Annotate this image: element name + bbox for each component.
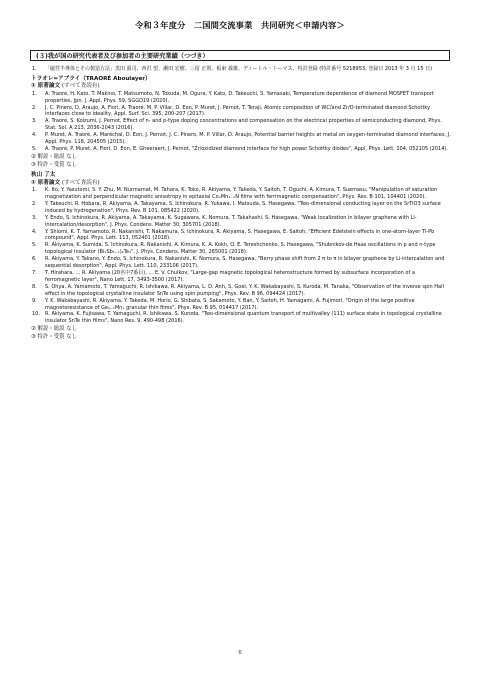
- paper-entry: [31, 215, 451, 229]
- entry-number: 6.: [32, 256, 37, 263]
- paper-entry: [31, 298, 451, 312]
- reviews-line: ② 解説・総説 なし: [31, 153, 77, 160]
- entry-text: J. C. Pinero, D. Araujo, A. Fiori, A. Traoré, M. P. Villar, D. Eon, P. Muret, J. Pernot, T. Teraji, Atomic composition of WC/and Zr/O-terminated diamond Schottky interfaces close to ideality, Appl. Surf. Sci. 395, 200-207 (2017).: [45, 104, 431, 118]
- person-name: 秋山 了太: [31, 172, 56, 179]
- paper-entry: [31, 91, 451, 105]
- paper-entry: [31, 229, 451, 243]
- entry-text: Y. Endo, S. Ichinokura, R. Akiyama, A. Takayama, K. Sugawara, K. Nomura, T. Takahashi, S. Hasegawa, "Weak localization in bilayer graphene with Li-intercalation/desorption", J. Phys. Condens. Matter 30, 305701 (2018).: [45, 214, 417, 228]
- paper-entry: [31, 146, 451, 153]
- entry-text: A. Traoré, S. Koizumi, J. Pernot, Effect of n- and p-type doping concentrations and compensation on the electrical properties of semiconducting diamond, Phys. Stat. Sol. A 213, 2036-2043 (2016).: [45, 118, 442, 132]
- patents-line: ③ 特許・受賞 なし: [31, 334, 77, 341]
- entry-number: 1.: [32, 187, 37, 194]
- paper-entry: [31, 118, 451, 132]
- paper-list: [31, 187, 451, 325]
- paper-list: [31, 91, 451, 153]
- entry-text: A. Traoré, P. Muret, A. Fiori, D. Eon, E. Gheeraert, J. Pernot, "Zr/oxidized diamond interface for high power Schottky diodes", Appl. Phys. Lett. 104, 052105 (2014).: [45, 145, 448, 152]
- paper-entry: [31, 132, 451, 146]
- entry-number: 9.: [32, 297, 37, 304]
- reviews-line: ② 解説・総説 なし: [31, 326, 77, 333]
- entry-text: Y. Shiomi, K. T. Yamamoto, R. Nakanishi, T. Nakamura, S. Ichinokura, R. Akiyama, S. Hasegawa, E. Saitoh, "Efficient Edelstein effects in one-atom-layer Tl-Pb compound", Appl. Phys. Lett. 113, 052401 (2018).: [45, 228, 435, 242]
- paper-entry: [31, 311, 451, 325]
- entry-text: K. Ito, Y. Yasutomi, S. Y. Zhu, M. Nurmamat, M. Tahara, K. Toko, R. Akiyama, Y. Takeda, Y. Saitoh, T. Oguchi, A. Kimura, T. Suemasu, "Manipulation of saturation magnetization and perpendicular magnetic anisotropy in epitaxial CoₓMn₄₋ₓN films with ferrimagnetic compensation", Phys. Rev. B 101, 104401 (2020).: [45, 187, 438, 200]
- page-title: 令和３年度分 二国間交流事業 共同研究＜申請内容＞: [135, 20, 345, 30]
- entry-text: Y. K. Wakabayashi, R. Akiyama, Y. Takeda, M. Horio, G. Shibata, S. Sakamoto, Y. Ban, Y. Saitoh, H. Yamagami, A. Fujimori, "Origin of the large positive magnetoresistance of Ge₁₋ₓMnₓ granular thin films", Phys. Rev. B 95, 014417 (2017).: [45, 297, 415, 311]
- entry-number: 5.: [32, 242, 37, 249]
- entry-text: 「磁性半導体とその製造方法」黒田 眞司、西沢 望、瀬田 宏樹、三留 正則、板東 義雄、ディートル・トーマス、特許登録 (特許番号 5218953, 登録日 2013 年 3 月 15 日): [45, 66, 433, 72]
- section-header: (３)我が国の研究代表者及び参加者の主要研究業績（つづき）: [30, 50, 450, 61]
- entry-text: R. Akiyama, K. Sumida, S. Ichinokura, R. Nakanishi, A. Kimura, K. A. Kokh, O. E. Tereshchenko, S. Hasegawa, "Shubnikov-de Haas oscillations in p and n-type topological insulator (BiₓSb₁₋ₓ)₂Te₃", J. Phys. Condens. Matter 30, 265001 (2018).: [45, 242, 436, 256]
- patents-line: ③ 特許・受賞 なし: [31, 162, 77, 169]
- entry-number: 8.: [32, 283, 37, 290]
- paper-entry: [31, 187, 451, 201]
- entry-text: R. Akiyama, Y. Takano, Y. Endo, S. Ichinokura, R. Nakanishi, K. Nomura, S. Hasegawa, "Berry phase shift from 2 π to π in bilayer graphene by Li-intercalation and sequential desorption", Appl. Phys. Lett. 110, 233106 (2017).: [45, 256, 445, 270]
- paper-entry: [31, 256, 451, 270]
- paper-entry: [31, 242, 451, 256]
- entry-text: T. Hirahara, … R. Akiyama (20名中7番目), … E. V. Chulkov, "Large-gap magnetic topological heterostructure formed by subsurface incorporation of a ferromagnetic layer", Nano Lett. 17, 3493-3500 (2017).: [45, 269, 415, 283]
- paper-entry: [31, 105, 451, 119]
- entry-number: 3.: [32, 214, 37, 221]
- entry-text: R. Akiyama, K. Fujisawa, T. Yamaguchi, R. Ishikawa, S. Kuroda, "Two-dimensional quantum transport of multivalley (111) surface state in topological crystalline insulator SnTe thin films", Nano Res. 9, 490-498 (2016).: [45, 311, 442, 325]
- paper-entry: [31, 284, 451, 298]
- entry-text: A. Traoré, H. Kato, T. Makino, T. Matsumoto, N. Tokuda, M. Ogura, Y. Kato, D. Takeuchi, S. Yamasaki, Temperature dependence of diamond MOSFET transport properties, Jpn. J. Appl. Phys. 59, SGGD19 (2020).: [45, 90, 434, 104]
- entry-number: 7.: [32, 269, 37, 276]
- entry-number: 3.: [32, 118, 37, 125]
- entry-number: 1.: [32, 90, 37, 97]
- person-name: トラオレ=アブライ（TRAORÉ Aboulayer）: [31, 75, 151, 82]
- entry-number: 10.: [32, 311, 40, 318]
- entry-number: 5.: [32, 145, 37, 152]
- entry-text: S. Ohya, A. Yamamoto, T. Yamaguchi, R. Ishikawa, R. Akiyama, L. D. Anh, S. Goel, Y. K. Wakabayashi, S. Kuroda, M. Tanaka, "Observation of the inverse spin Hall effect in the topological crystalline insulator SnTe using spin pumping", Phys. Rev. B 96, 094424 (2017).: [45, 283, 444, 297]
- entry-number: 2.: [32, 104, 37, 111]
- paper-entry: [31, 270, 451, 284]
- entry-number: 2.: [32, 200, 37, 207]
- entry-number: 4.: [32, 228, 37, 235]
- entry-text: P. Muret, A. Traoré, A. Maréchal, D. Eon, J. Pernot, J. C. Pinero, M. P. Villar, D. Araujo, Potential barrier heights at metal on oxygen-terminated diamond interfaces, J. Appl. Phys. 118, 204505 (2015).: [45, 132, 451, 146]
- entry-number: 1.: [32, 66, 37, 72]
- papers-header: ① 原著論文 (すべて査読有): [31, 83, 100, 90]
- content-body: [31, 66, 451, 342]
- papers-header: ① 原著論文 (すべて査読有): [31, 179, 100, 186]
- patent-entry: [31, 66, 451, 73]
- paper-entry: [31, 201, 451, 215]
- entry-number: 4.: [32, 132, 37, 139]
- page-number: 6: [238, 650, 242, 656]
- entry-text: Y. Takeuchi, R. Hobara, R. Akiyama, A. Takayama, S. Ichinokura, R. Yukawa, I. Matsuda, S. Hasegawa, "Two-dimensional conducting layer on the SrTiO3 surface induced by hydrogenation", Phys. Rev. B 101, 085422 (2020).: [45, 200, 441, 214]
